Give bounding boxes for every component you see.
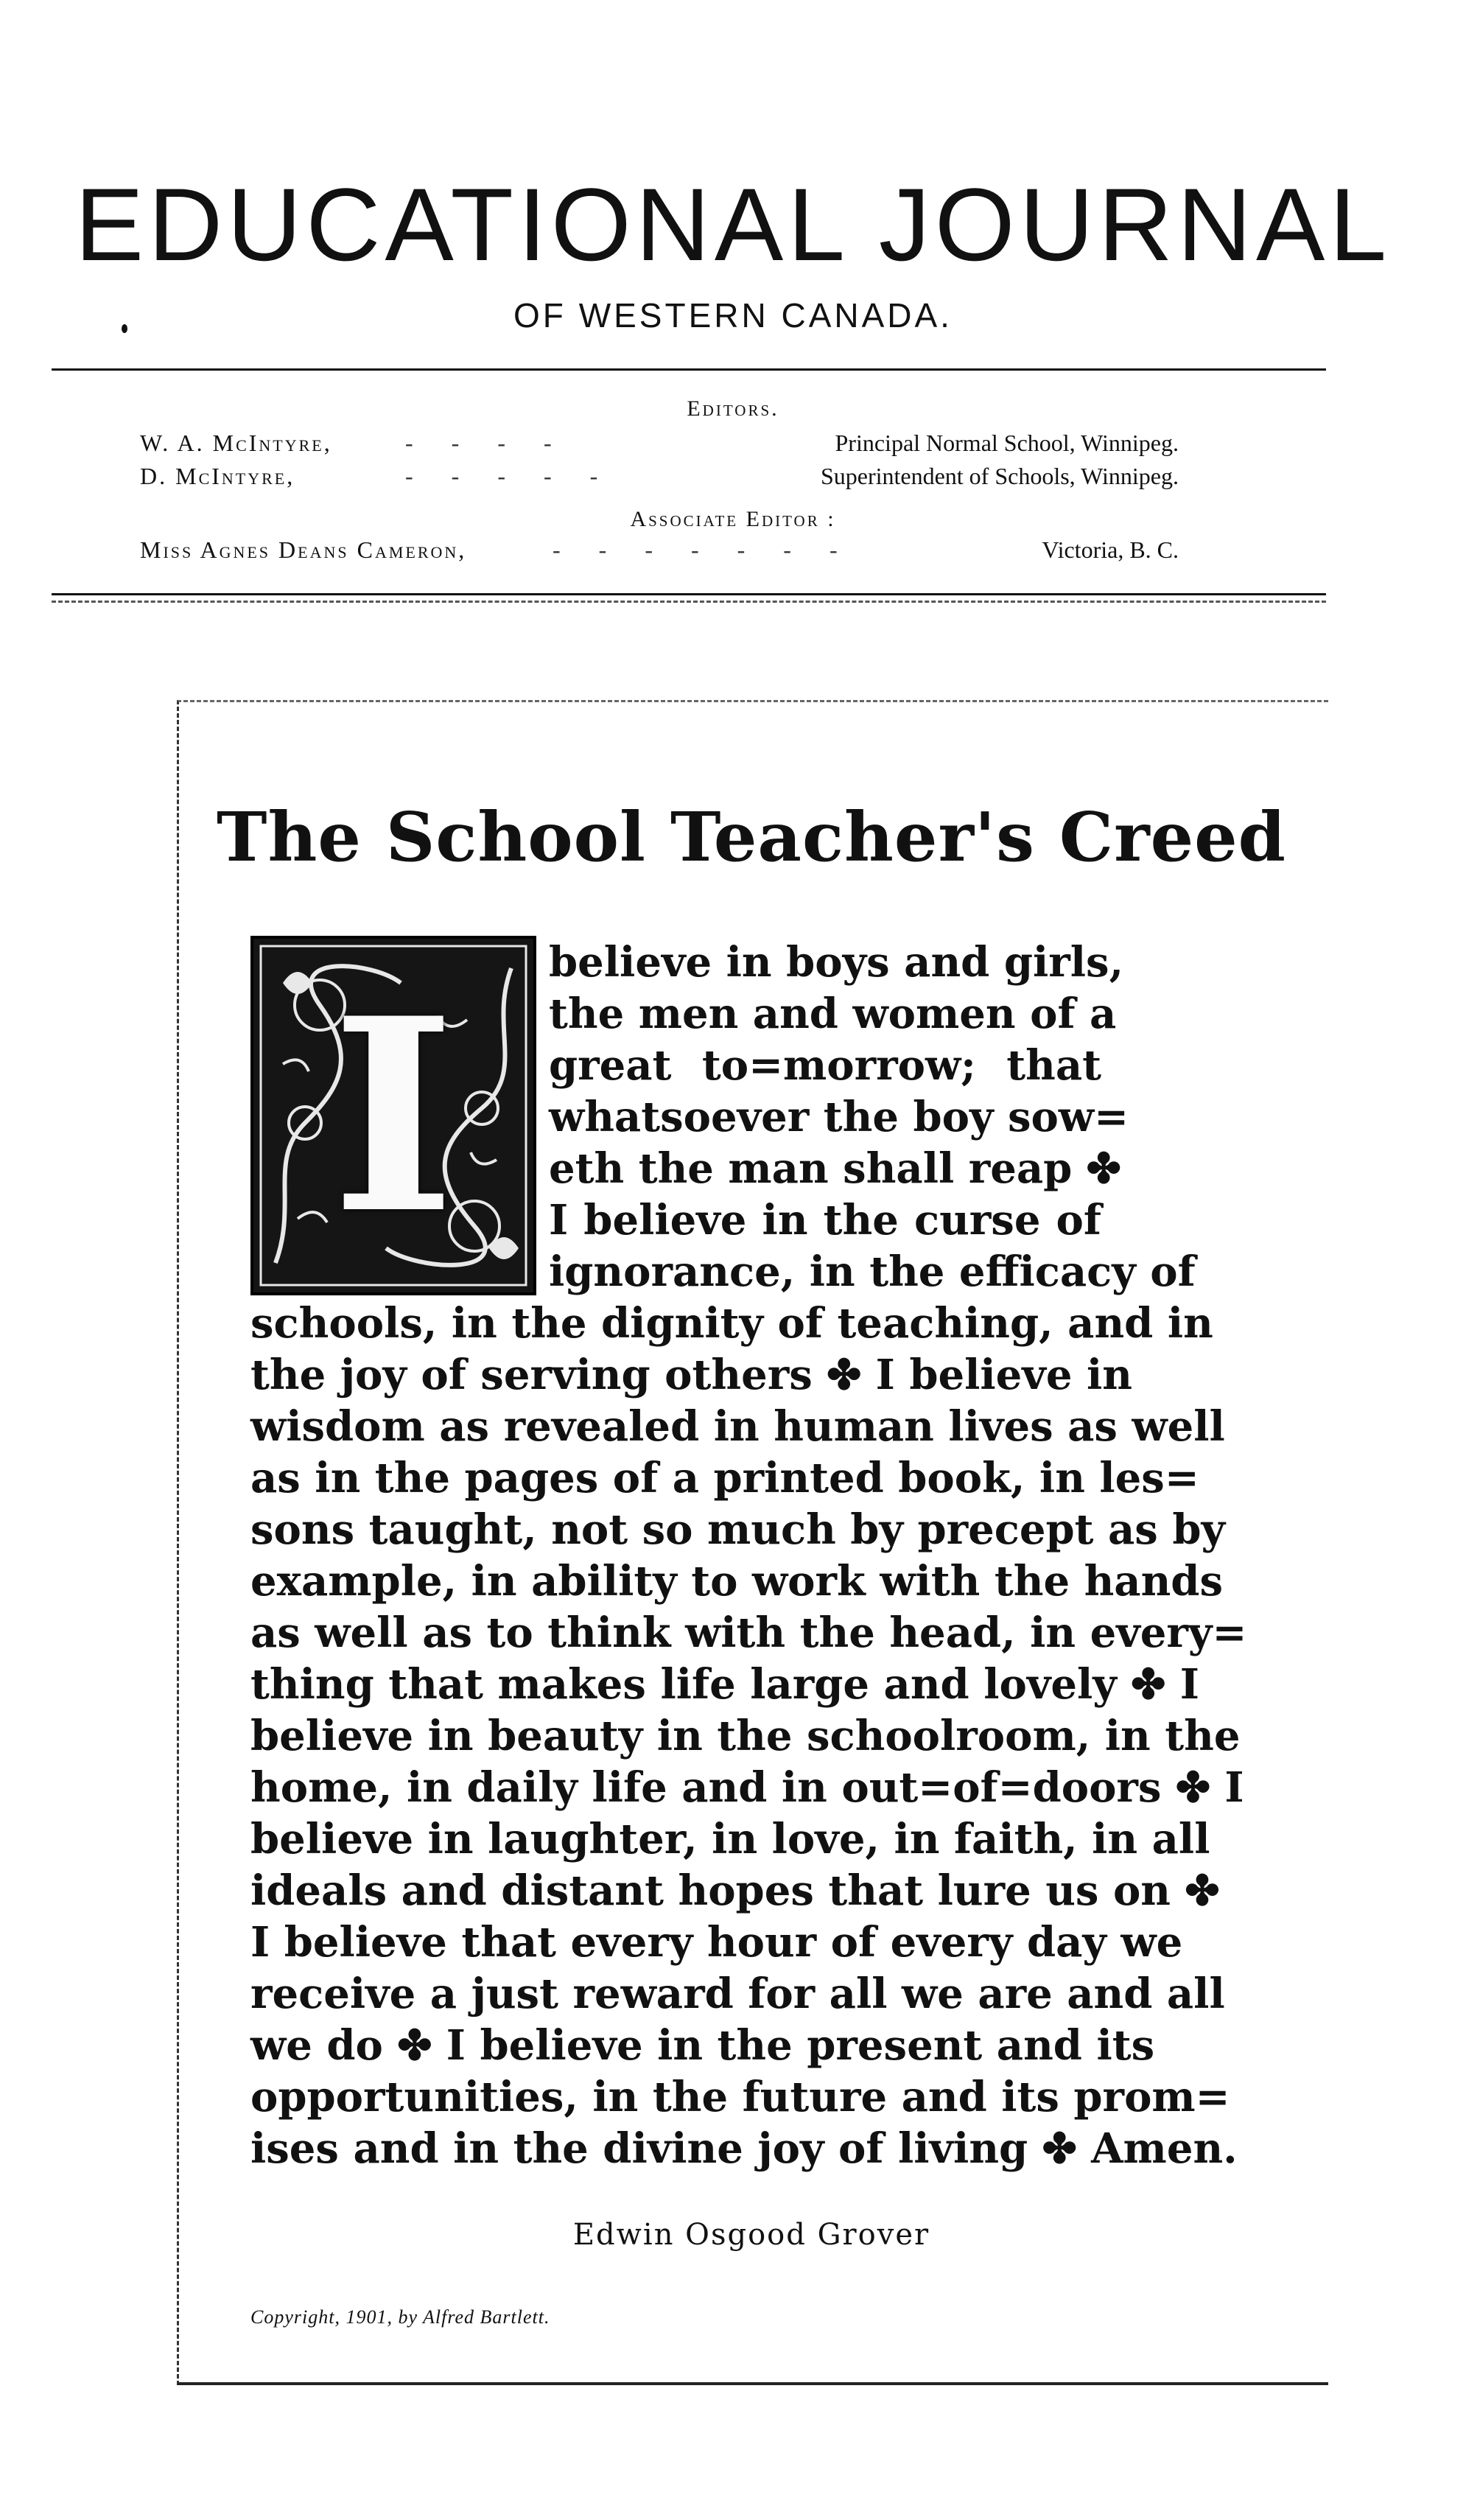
associate-editor-label: Associate Editor : (630, 507, 836, 531)
creed-line: as well as to think with the head, in every= (250, 1609, 1247, 1657)
editors-label: Editors. (687, 396, 779, 421)
creed-line: home, in daily life and in out=of=doors ✤ I (250, 1763, 1244, 1812)
creed-line: the men and women of a (549, 990, 1117, 1038)
creed-author: Edwin Osgood Grover (572, 2218, 930, 2252)
margin-mark (122, 324, 127, 333)
creed-line: ideals and distant hopes that lure us on ✤ (250, 1866, 1220, 1915)
editor-position: Superintendent of Schools, Winnipeg. (820, 463, 1179, 489)
copyright-notice: Copyright, 1901, by Alfred Bartlett. (250, 2306, 550, 2328)
editor-position: Principal Normal School, Winnipeg. (835, 430, 1179, 456)
masthead-rule-bottom (52, 593, 1326, 595)
creed-title: The School Teacher's Creed (217, 797, 1286, 877)
initial-letter: I (331, 959, 456, 1272)
creed-line: ises and in the divine joy of living ✤ Amen. (250, 2124, 1238, 2173)
creed-line: eth the man shall reap ✤ (549, 1144, 1121, 1193)
creed-line: whatsoever the boy sow= (549, 1093, 1129, 1141)
creed-line: example, in ability to work with the hands (250, 1557, 1223, 1606)
leader-dots: - - - - - (405, 463, 614, 489)
editor-name: W. A. McIntyre, (140, 430, 332, 456)
leader-dots: - - - - - - - (553, 536, 854, 563)
creed-line: believe in boys and girls, (549, 938, 1124, 987)
creed-line: the joy of serving others ✤ I believe in (250, 1351, 1132, 1399)
associate-editor-name: Miss Agnes Deans Cameron, (140, 536, 467, 563)
creed-line: sons taught, not so much by precept as by (250, 1505, 1226, 1554)
decorated-initial (250, 936, 536, 1295)
creed-line: schools, in the dignity of teaching, and in (250, 1299, 1213, 1348)
journal-subtitle: OF WESTERN CANADA. (513, 296, 953, 335)
creed-line: believe in beauty in the schoolroom, in the (250, 1712, 1241, 1760)
creed-line: opportunities, in the future and its prom= (250, 2073, 1230, 2121)
journal-title: EDUCATIONAL JOURNAL (74, 167, 1392, 282)
creed-line: wisdom as revealed in human lives as well (250, 1402, 1225, 1451)
creed-line: ignorance, in the efficacy of (549, 1247, 1196, 1296)
creed-line: I believe that every hour of every day we (250, 1918, 1183, 1967)
creed-line: thing that makes life large and lovely ✤ I (250, 1660, 1199, 1709)
creed-line: we do ✤ I believe in the present and its (250, 2021, 1155, 2070)
creed-line: believe in laughter, in love, in faith, in all (250, 1815, 1210, 1863)
leader-dots: - - - - (405, 430, 568, 456)
creed-line: as in the pages of a printed book, in les= (250, 1454, 1199, 1502)
creed-line: I believe in the curse of (549, 1196, 1101, 1245)
masthead-rule-bottom-2 (52, 601, 1326, 603)
creed-line: receive a just reward for all we are and all (250, 1970, 1225, 2018)
editor-name: D. McIntyre, (140, 463, 295, 489)
creed-line: great to=morrow; that (549, 1041, 1101, 1090)
masthead-rule-top (52, 368, 1326, 371)
associate-editor-location: Victoria, B. C. (1042, 536, 1179, 563)
